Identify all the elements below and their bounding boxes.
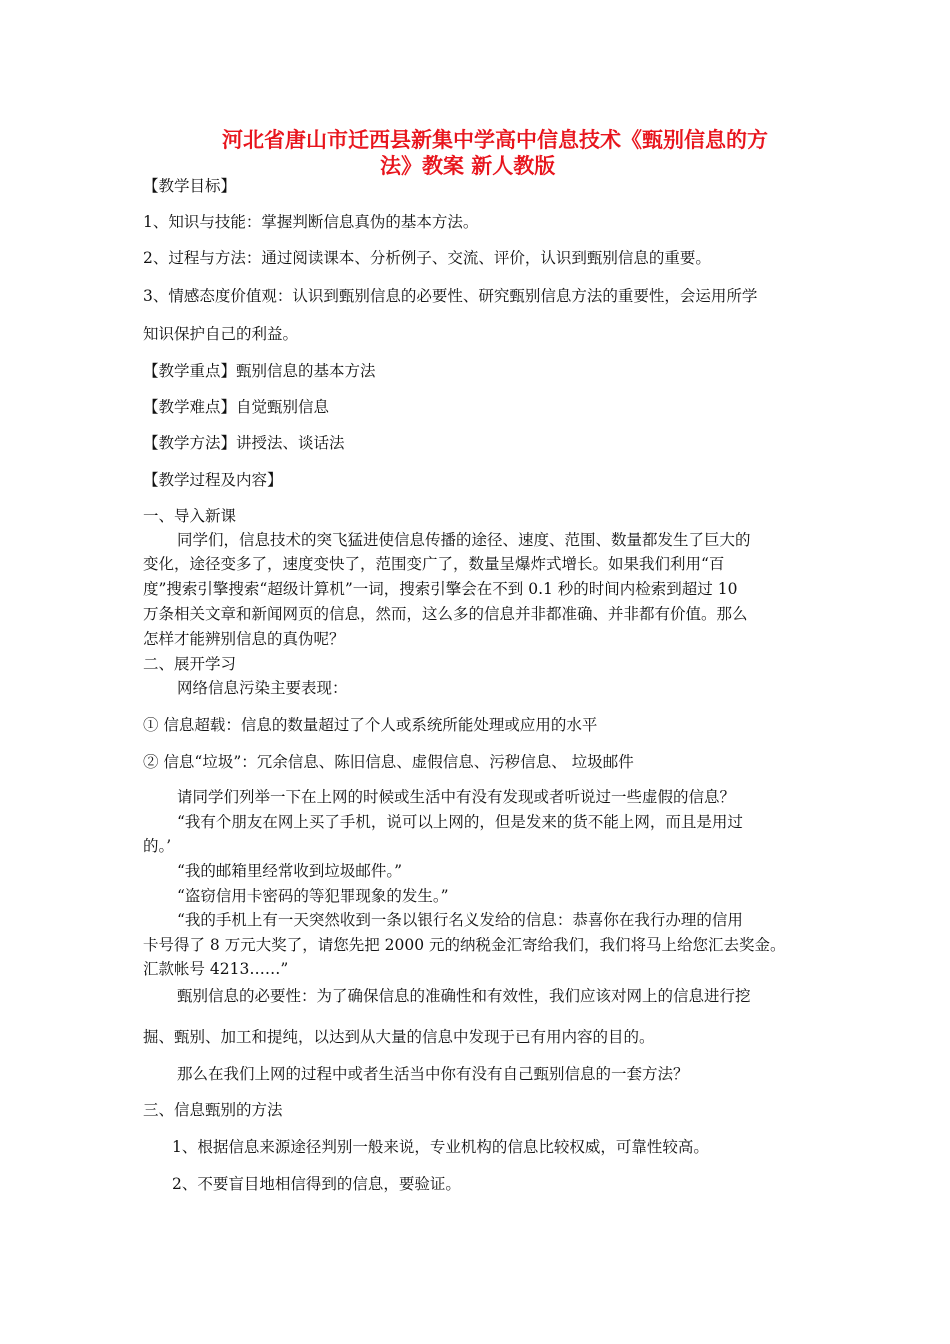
paragraph-line: 1、知识与技能：掌握判断信息真伪的基本方法。 <box>143 213 479 231</box>
paragraph-line: 掘、甄别、加工和提纯，以达到从大量的信息中发现于已有用内容的目的。 <box>143 1028 655 1046</box>
section-heading-intro: 一、导入新课 <box>143 507 237 525</box>
quote-line: “盗窃信用卡密码的等犯罪现象的发生。” <box>177 887 449 905</box>
list-item: ② 信息“垃圾”：冗余信息、陈旧信息、虚假信息、污秽信息、 垃圾邮件 <box>143 753 634 771</box>
document-title-line-1: 河北省唐山市迁西县新集中学高中信息技术《甄别信息的方 <box>222 128 768 152</box>
quote-line: 的。’ <box>143 837 172 855</box>
document-title-line-2: 法》教案 新人教版 <box>380 154 556 178</box>
quote-line: “我有个朋友在网上买了手机，说可以上网的，但是发来的货不能上网，而且是用过 <box>177 813 743 831</box>
list-item: ① 信息超载：信息的数量超过了个人或系统所能处理或应用的水平 <box>143 716 598 734</box>
paragraph-line: 同学们，信息技术的突飞猛进使信息传播的途径、速度、范围、数量都发生了巨大的 <box>177 531 751 549</box>
paragraph-line: 3、情感态度价值观：认识到甄别信息的必要性、研究甄别信息方法的重要性，会运用所学 <box>143 287 758 305</box>
paragraph-line: 知识保护自己的利益。 <box>143 325 299 343</box>
quote-line: 卡号得了 8 万元大奖了，请您先把 2000 元的纳税金汇寄给我们，我们将马上给您汇去奖金。 <box>143 936 786 954</box>
paragraph-line: 那么在我们上网的过程中或者生活当中你有没有自己甄别信息的一套方法？ <box>177 1065 689 1083</box>
section-heading-process: 【教学过程及内容】 <box>143 471 283 489</box>
quote-line: 汇款帐号 4213……” <box>143 960 289 978</box>
quote-line: “我的手机上有一天突然收到一条以银行名义发给的信息：恭喜你在我行办理的信用 <box>177 911 743 929</box>
paragraph-line: 甄别信息的必要性：为了确保信息的准确性和有效性，我们应该对网上的信息进行挖 <box>177 987 751 1005</box>
paragraph-line: 度”搜索引擎搜索“超级计算机”一词，搜索引擎会在不到 0.1 秒的时间内检索到超过 10 <box>143 580 738 598</box>
paragraph-line: 请同学们列举一下在上网的时候或生活中有没有发现或者听说过一些虚假的信息？ <box>177 788 736 806</box>
list-item: 2、不要盲目地相信得到的信息，要验证。 <box>172 1175 461 1193</box>
section-heading-method: 【教学方法】讲授法、谈话法 <box>143 434 345 452</box>
section-heading-key-point: 【教学重点】甄别信息的基本方法 <box>143 362 376 380</box>
paragraph-line: 万条相关文章和新闻网页的信息，然而，这么多的信息并非都准确、并非都有价值。那么 <box>143 605 748 623</box>
paragraph-line: 变化，途径变多了，速度变快了，范围变广了，数量呈爆炸式增长。如果我们利用“百 <box>143 555 725 573</box>
list-item: 1、根据信息来源途径判别一般来说，专业机构的信息比较权威，可靠性较高。 <box>172 1138 709 1156</box>
section-heading-difficulty: 【教学难点】自觉甄别信息 <box>143 398 330 416</box>
section-heading-methods: 三、信息甄别的方法 <box>143 1101 283 1119</box>
paragraph-line: 2、过程与方法：通过阅读课本、分析例子、交流、评价，认识到甄别信息的重要。 <box>143 249 711 267</box>
section-heading-objectives: 【教学目标】 <box>143 177 237 195</box>
paragraph-line: 怎样才能辨别信息的真伪呢？ <box>143 630 345 648</box>
paragraph-line: 网络信息污染主要表现： <box>177 679 348 697</box>
quote-line: “我的邮箱里经常收到垃圾邮件。” <box>177 862 403 880</box>
section-heading-expand: 二、展开学习 <box>143 655 237 673</box>
